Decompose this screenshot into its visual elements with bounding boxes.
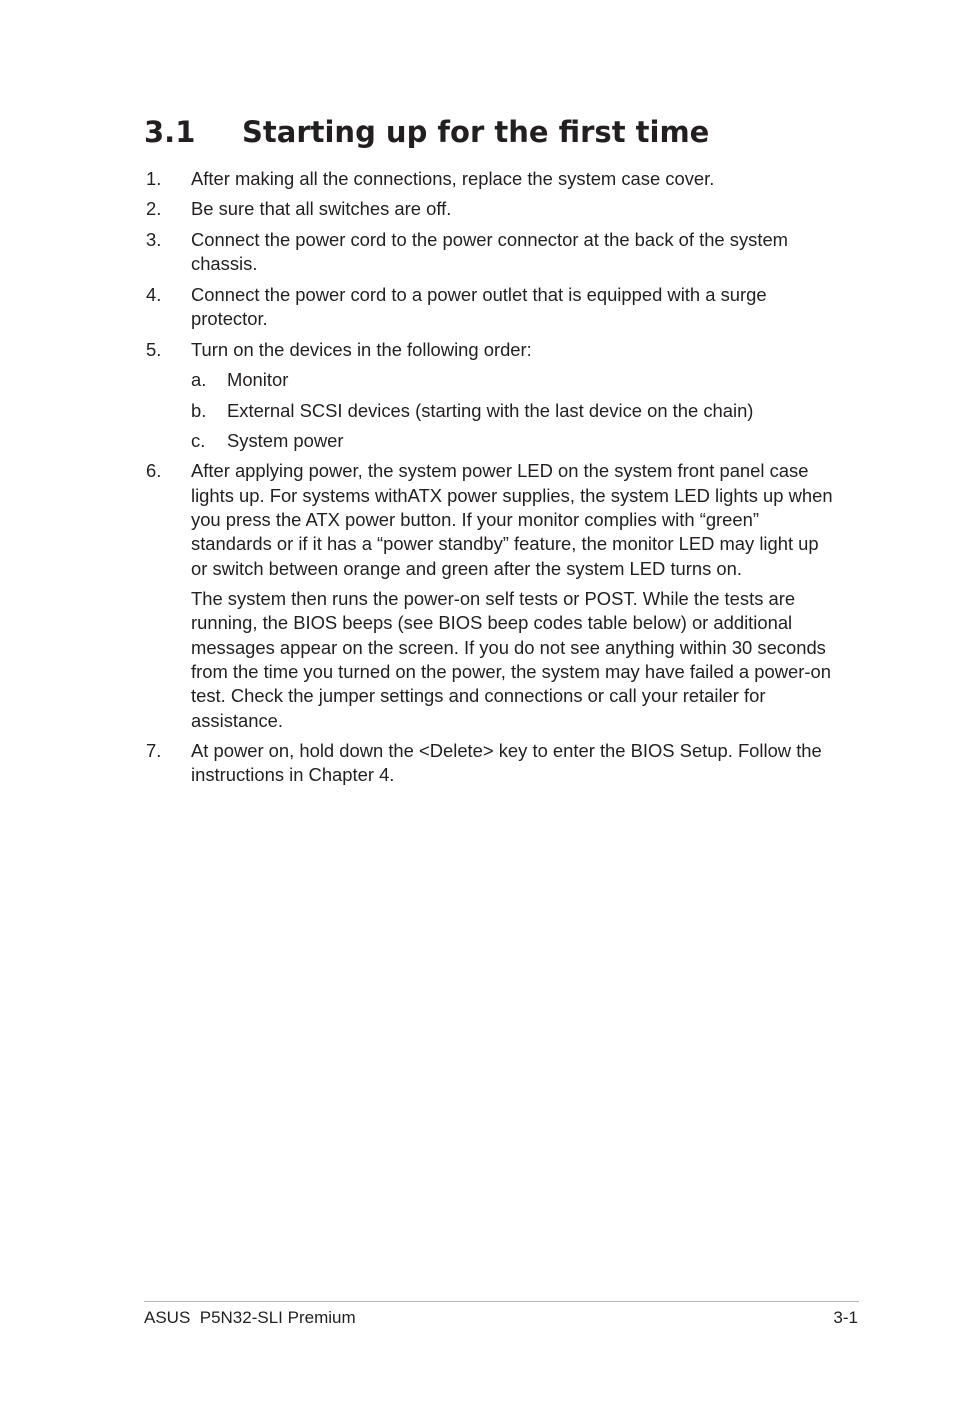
list-item-continuation: The system then runs the power-on self tests or POST. While the tests are running, the BIOS beeps (see BIOS beep codes table below) or additional messages appear on the screen. If you do not see anything within 30 seconds from the time you turned on the power, the system may have failed a power-on test. Check the jumper settings and connections or call your retailer for assistance. — [191, 588, 831, 731]
list-item-text: Connect the power cord to the power connector at the back of the system chassis. — [191, 228, 789, 275]
list-item-text: Be sure that all switches are off. — [191, 198, 452, 220]
sub-list-marker: a. — [191, 369, 207, 391]
list-marker: 6. — [146, 460, 162, 482]
list-item-text: At power on, hold down the <Delete> key to enter the BIOS Setup. Follow the instructions in Chapter 4. — [191, 740, 822, 786]
list-marker: 1. — [146, 168, 162, 189]
list-item — [144, 739, 834, 788]
list-item-text: Turn on the devices in the following order: — [191, 338, 532, 360]
section-heading — [144, 112, 709, 152]
list-marker: 2. — [146, 198, 162, 220]
footer-product-name: ASUS P5N32-SLI Premium — [144, 1308, 356, 1327]
list-item — [144, 338, 834, 454]
section-number: 3.1 — [144, 115, 196, 149]
sub-list-item — [191, 429, 834, 453]
sub-list-item — [191, 399, 834, 423]
list-item — [144, 228, 834, 277]
list-item-text: After making all the connections, replace the system case cover. — [191, 168, 715, 189]
list-item-text: Connect the power cord to a power outlet that is equipped with a surge protector. — [191, 283, 767, 330]
list-item-text: After applying power, the system power LED on the system front panel case lights up. For systems withATX power supplies, the system LED lights up when you press the ATX power button. If your monitor complies with “green” standards or if it has a “power standby” feature, the monitor LED may light up or switch between orange and green after the system LED turns on. — [191, 460, 833, 579]
list-item — [144, 167, 834, 191]
sub-list-marker: b. — [191, 399, 207, 421]
section-title: Starting up for the first time — [242, 115, 710, 149]
list-marker: 4. — [146, 283, 162, 305]
sub-list-item-text: System power — [227, 429, 344, 451]
page-number: 3-1 — [833, 1308, 858, 1327]
steps-list — [144, 167, 834, 794]
list-marker: 3. — [146, 228, 162, 250]
list-marker: 7. — [146, 740, 162, 762]
list-marker: 5. — [146, 338, 162, 360]
list-item — [144, 459, 834, 732]
list-item — [144, 197, 834, 221]
sub-list-item-text: External SCSI devices (starting with the last device on the chain) — [227, 399, 754, 421]
sub-list-marker: c. — [191, 429, 206, 451]
sub-list-item-text: Monitor — [227, 369, 289, 391]
footer-divider — [144, 1301, 859, 1302]
sub-list-item — [191, 368, 834, 392]
list-item — [144, 283, 834, 332]
